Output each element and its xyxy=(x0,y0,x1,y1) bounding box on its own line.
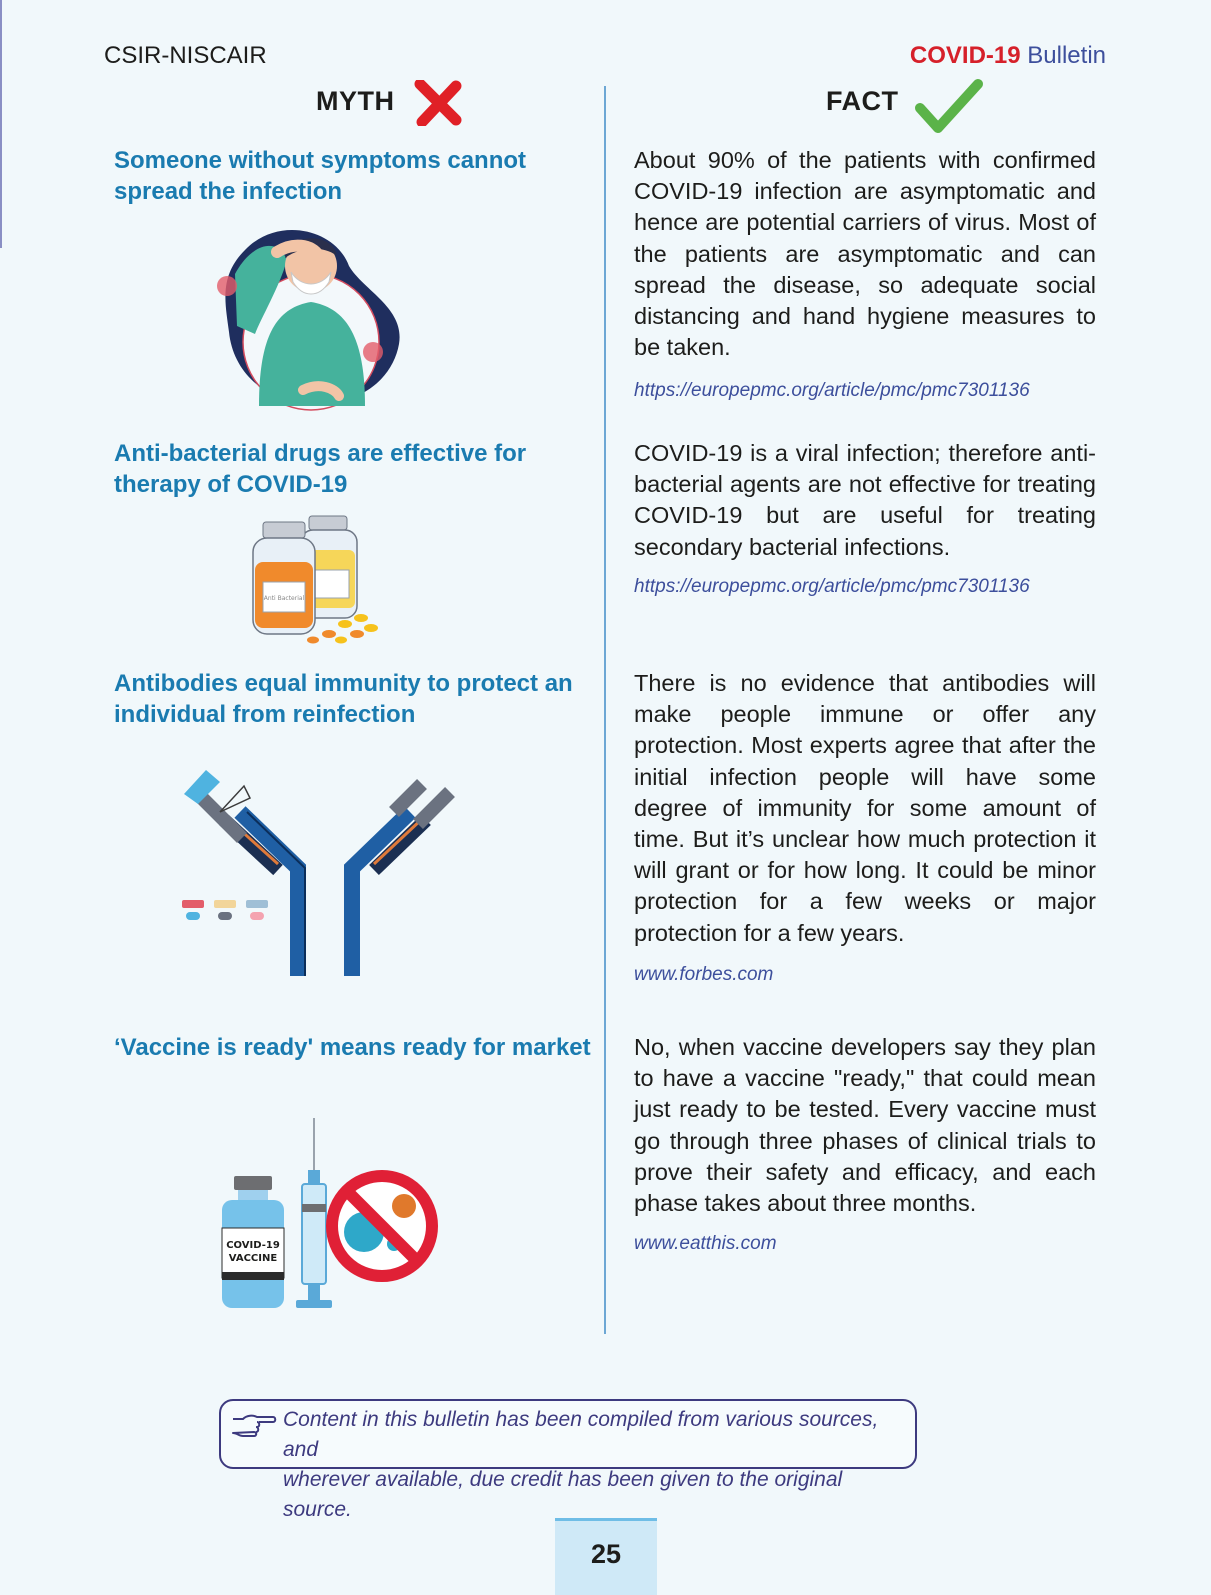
myth-text-3: Antibodies equal immunity to protect an individual from reinfection xyxy=(114,670,573,728)
column-divider xyxy=(604,86,606,1334)
vial-label-line2: VACCINE xyxy=(228,1253,278,1264)
bulletin-title-red: COVID-19 xyxy=(909,42,1021,69)
antibody-illustration xyxy=(180,764,470,982)
source-link-3[interactable]: www.forbes.com xyxy=(634,964,774,985)
disclaimer-text xyxy=(283,1405,905,1525)
fact-text-4: No, when vaccine developers say they plan to have a vaccine "ready," that could mean just ready to be tested. Every vaccine must go through three phases of clinical trials to prove their safety and efficacy, and each phase takes about three months. xyxy=(634,1034,1096,1217)
bottle-label: Anti Bacterial xyxy=(263,595,305,602)
source-link-4[interactable]: www.eatthis.com xyxy=(634,1233,777,1254)
myth-text-4: ‘Vaccine is ready' means ready for market xyxy=(114,1034,591,1061)
check-icon xyxy=(914,78,984,136)
bulletin-title xyxy=(910,42,1106,70)
pill-bottles-illustration xyxy=(249,510,389,645)
fact-text-3: There is no evidence that antibodies will make people immune or offer any protection. Most experts agree that after the initial infection people will have some degree of immunity for some amount of time. But it’s unclear how much protection it will grant or for how long. It could be minor protection for a few weeks or major protection for a few years. xyxy=(634,670,1096,946)
source-link-1[interactable]: https://europepmc.org/article/pmc/pmc7301136 xyxy=(634,380,1030,401)
fact-text-2: COVID-19 is a viral infection; therefore anti-bacterial agents are not effective for treating COVID-19 but are useful for treating secondary bacterial infections. xyxy=(634,440,1096,560)
cross-icon xyxy=(414,80,462,126)
source-link-2[interactable]: https://europepmc.org/article/pmc/pmc7301136 xyxy=(634,576,1030,597)
left-margin-rule xyxy=(0,0,2,248)
masked-person-illustration xyxy=(215,222,405,414)
vaccine-illustration xyxy=(218,1118,450,1314)
myth-text-1: Someone without symptoms cannot spread the infection xyxy=(114,147,527,205)
fact-heading: FACT xyxy=(826,86,899,116)
myth-heading: MYTH xyxy=(316,86,395,116)
fact-text-1: About 90% of the patients with confirmed COVID-19 infection are asymptomatic and hence are potential carriers of virus. Most of the patients are asymptomatic and can spread the disease, so adequate social distancing and hand hygiene measures to be taken. xyxy=(634,147,1096,361)
disclaimer-line-1: Content in this bulletin has been compiled from various sources, and xyxy=(283,1408,879,1461)
page-number-box xyxy=(555,1518,657,1595)
disclaimer-line-2: wherever available, due credit has been given to the original source. xyxy=(283,1468,843,1521)
page-number: 25 xyxy=(590,1539,622,1569)
pointing-hand-icon xyxy=(229,1409,277,1439)
disclaimer-note xyxy=(219,1399,917,1521)
vial-label-line1: COVID-19 xyxy=(226,1240,280,1251)
bulletin-title-blue: Bulletin xyxy=(1027,42,1106,69)
org-name: CSIR-NISCAIR xyxy=(104,42,267,69)
myth-text-2: Anti-bacterial drugs are effective for therapy of COVID-19 xyxy=(114,440,527,498)
